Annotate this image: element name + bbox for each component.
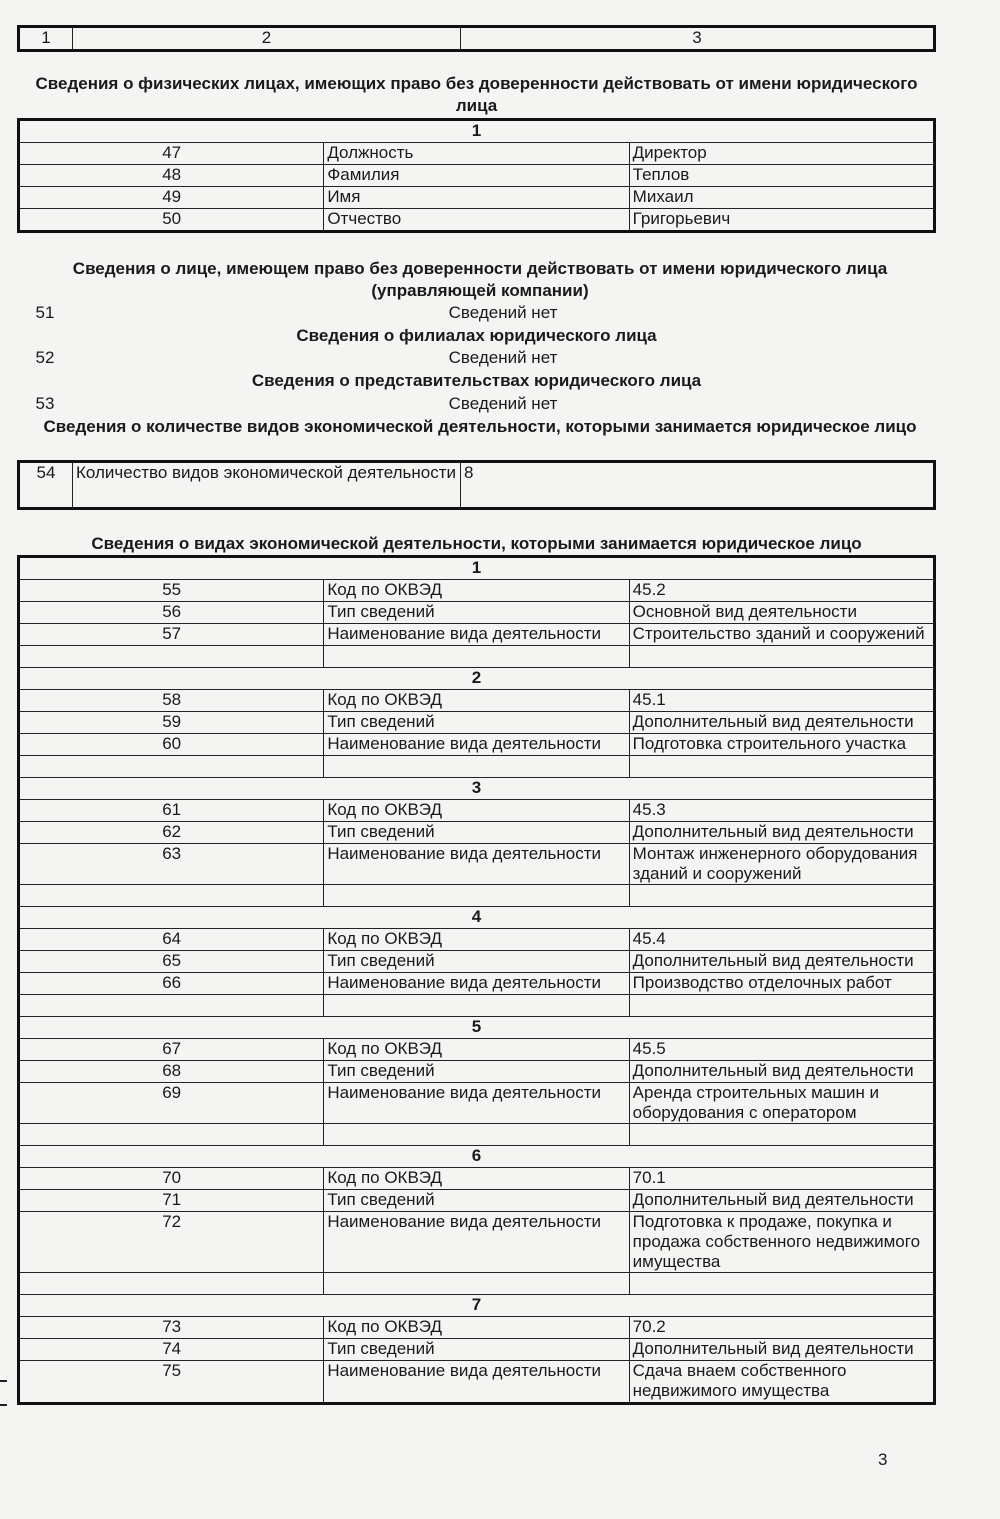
table-row <box>19 800 935 822</box>
table-row <box>19 580 935 602</box>
row-value: Сведений нет <box>448 394 558 413</box>
table-row <box>19 973 935 995</box>
table-row <box>19 929 935 951</box>
row-label: Тип сведений <box>324 951 629 973</box>
row-label: Наименование вида деятельности <box>324 624 629 646</box>
table-row <box>19 1083 935 1124</box>
row-label: Наименование вида деятельности <box>324 734 629 756</box>
row-number: 67 <box>19 1039 324 1061</box>
row-number: 63 <box>19 844 324 885</box>
row-number: 52 <box>35 348 55 367</box>
row-value: Дополнительный вид деятельности <box>629 712 934 734</box>
margin-mark <box>0 1380 7 1382</box>
row-value: 8 <box>461 462 935 509</box>
table-row <box>19 1168 935 1190</box>
row-number: 66 <box>19 973 324 995</box>
group-number: 1 <box>19 120 935 143</box>
row-label: Код по ОКВЭД <box>324 580 629 602</box>
row-number: 57 <box>19 624 324 646</box>
row-value: Основной вид деятельности <box>629 602 934 624</box>
row-label: Наименование вида деятельности <box>324 844 629 885</box>
row-value: Сведений нет <box>448 348 558 367</box>
group-number: 4 <box>19 907 935 929</box>
row-number: 53 <box>35 394 55 413</box>
row-label: Наименование вида деятельности <box>324 1361 629 1404</box>
row-value: Дополнительный вид деятельности <box>629 951 934 973</box>
row-value: Дополнительный вид деятельности <box>629 1061 934 1083</box>
row-label: Код по ОКВЭД <box>324 1039 629 1061</box>
blank-row <box>19 1273 935 1295</box>
row-value: 70.1 <box>629 1168 934 1190</box>
row-value: Теплов <box>629 165 934 187</box>
table-row <box>19 602 935 624</box>
table-row <box>19 951 935 973</box>
row-value: Подготовка к продаже, покупка и продажа собственного недвижимого имущества <box>629 1212 934 1273</box>
row-number: 58 <box>19 690 324 712</box>
row-number: 69 <box>19 1083 324 1124</box>
section-title-activity-count: Сведения о количестве видов экономической деятельности, которыми занимается юридическое лицо <box>43 417 917 436</box>
row-value: 45.3 <box>629 800 934 822</box>
row-label: Тип сведений <box>324 1061 629 1083</box>
blank-row <box>19 646 935 668</box>
column-header-1: 1 <box>19 27 73 51</box>
blank-row <box>19 995 935 1017</box>
row-number: 65 <box>19 951 324 973</box>
table-row <box>19 1212 935 1273</box>
row-number: 51 <box>35 303 55 322</box>
row-value: Сведений нет <box>448 303 558 322</box>
row-number: 56 <box>19 602 324 624</box>
margin-mark <box>0 1404 7 1406</box>
table-row <box>19 1190 935 1212</box>
group-number: 1 <box>19 557 935 580</box>
row-value: Монтаж инженерного оборудования зданий и сооружений <box>629 844 934 885</box>
row-value: 45.4 <box>629 929 934 951</box>
row-label: Тип сведений <box>324 712 629 734</box>
column-header-3: 3 <box>461 27 935 51</box>
row-value: Григорьевич <box>629 209 934 232</box>
activities-table <box>17 555 936 1405</box>
row-number: 74 <box>19 1339 324 1361</box>
group-number: 6 <box>19 1146 935 1168</box>
row-number: 71 <box>19 1190 324 1212</box>
blank-row <box>19 1124 935 1146</box>
row-number: 54 <box>19 462 73 509</box>
group-number: 2 <box>19 668 935 690</box>
row-value: 45.5 <box>629 1039 934 1061</box>
row-number: 49 <box>19 187 324 209</box>
table-row <box>19 187 935 209</box>
row-value: Подготовка строительного участка <box>629 734 934 756</box>
blank-row <box>19 885 935 907</box>
row-label: Наименование вида деятельности <box>324 973 629 995</box>
row-label: Наименование вида деятельности <box>324 1083 629 1124</box>
row-label: Должность <box>324 143 629 165</box>
row-number: 48 <box>19 165 324 187</box>
group-number: 7 <box>19 1295 935 1317</box>
row-number: 61 <box>19 800 324 822</box>
row-value: 70.2 <box>629 1317 934 1339</box>
row-number: 47 <box>19 143 324 165</box>
row-label: Наименование вида деятельности <box>324 1212 629 1273</box>
row-label: Тип сведений <box>324 822 629 844</box>
row-number: 68 <box>19 1061 324 1083</box>
table-row <box>19 1361 935 1404</box>
row-number: 55 <box>19 580 324 602</box>
row-label: Имя <box>324 187 629 209</box>
row-value: 45.1 <box>629 690 934 712</box>
persons-table <box>17 118 936 233</box>
row-number: 62 <box>19 822 324 844</box>
table-row <box>19 822 935 844</box>
row-label: Код по ОКВЭД <box>324 1168 629 1190</box>
table-row <box>19 712 935 734</box>
row-value: Строительство зданий и сооружений <box>629 624 934 646</box>
row-label: Отчество <box>324 209 629 232</box>
section-title-activities: Сведения о видах экономической деятельности, которыми занимается юридическое лицо <box>91 534 862 553</box>
column-header-table <box>17 25 936 52</box>
row-label: Тип сведений <box>324 1190 629 1212</box>
table-row <box>19 1339 935 1361</box>
row-number: 72 <box>19 1212 324 1273</box>
table-row <box>19 165 935 187</box>
row-label: Код по ОКВЭД <box>324 800 629 822</box>
section-title-management: Сведения о лице, имеющем право без доверенности действовать от имени юридического лица (управляющей компании) <box>72 259 888 300</box>
table-row <box>19 734 935 756</box>
row-number: 70 <box>19 1168 324 1190</box>
row-label: Количество видов экономической деятельности <box>73 462 461 509</box>
row-value: Дополнительный вид деятельности <box>629 1190 934 1212</box>
row-value: Михаил <box>629 187 934 209</box>
table-row <box>19 690 935 712</box>
row-label: Тип сведений <box>324 602 629 624</box>
row-label: Код по ОКВЭД <box>324 1317 629 1339</box>
table-row <box>19 143 935 165</box>
row-value: Аренда строительных машин и оборудования с оператором <box>629 1083 934 1124</box>
group-number: 5 <box>19 1017 935 1039</box>
row-value: Сдача внаем собственного недвижимого имущества <box>629 1361 934 1404</box>
activity-count-table <box>17 460 936 510</box>
section-title-persons: Сведения о физических лицах, имеющих право без доверенности действовать от имени юридического лица <box>35 74 918 115</box>
row-label: Код по ОКВЭД <box>324 929 629 951</box>
section-title-representative-offices: Сведения о представительствах юридического лица <box>251 371 702 390</box>
row-number: 59 <box>19 712 324 734</box>
row-label: Тип сведений <box>324 1339 629 1361</box>
row-number: 60 <box>19 734 324 756</box>
row-value: Дополнительный вид деятельности <box>629 1339 934 1361</box>
section-title-branches: Сведения о филиалах юридического лица <box>296 326 657 345</box>
table-row <box>19 209 935 232</box>
table-row <box>19 624 935 646</box>
blank-row <box>19 756 935 778</box>
column-header-2: 2 <box>73 27 461 51</box>
row-number: 75 <box>19 1361 324 1404</box>
table-row <box>19 844 935 885</box>
row-number: 64 <box>19 929 324 951</box>
group-number: 3 <box>19 778 935 800</box>
row-number: 73 <box>19 1317 324 1339</box>
page-number: 3 <box>878 1450 888 1469</box>
table-row <box>19 462 935 509</box>
row-number: 50 <box>19 209 324 232</box>
table-row <box>19 1061 935 1083</box>
row-value: Директор <box>629 143 934 165</box>
row-label: Код по ОКВЭД <box>324 690 629 712</box>
table-row <box>19 1317 935 1339</box>
row-value: Дополнительный вид деятельности <box>629 822 934 844</box>
row-value: Производство отделочных работ <box>629 973 934 995</box>
row-value: 45.2 <box>629 580 934 602</box>
row-label: Фамилия <box>324 165 629 187</box>
table-row <box>19 1039 935 1061</box>
